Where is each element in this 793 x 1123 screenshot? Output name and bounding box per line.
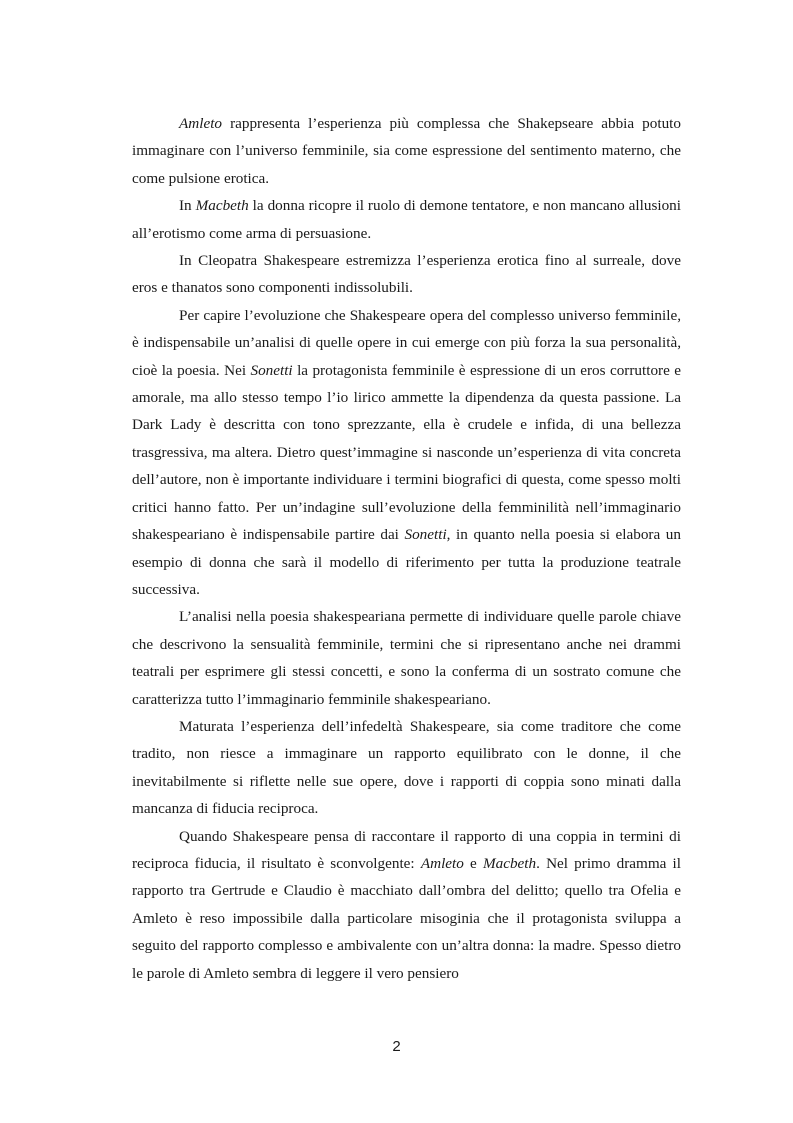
italic-title: Amleto (179, 115, 223, 132)
italic-title: Amleto (420, 854, 464, 872)
text-run: , in quanto nella poesia si elabora un esempio di donna che sarà il modello di riferimento per tutta la produzione teatrale successiva. (132, 526, 681, 598)
text-run: In (179, 197, 196, 215)
text-run: In Cleopatra Shakespeare estremizza l’esperienza erotica fino al surreale, dove eros e thanatos sono componenti indissolubili. (132, 252, 681, 297)
italic-title: Sonetti (404, 526, 447, 544)
paragraph-3 (132, 247, 681, 302)
text-run: e (463, 854, 483, 872)
paragraph-6 (132, 713, 681, 823)
text-run: la donna ricopre il ruolo di demone tentatore, e non mancano allusioni all’erotismo come arma di persuasione. (132, 197, 681, 242)
paragraph-5 (132, 603, 681, 713)
italic-title: Macbeth (195, 197, 249, 215)
paragraph-4 (132, 302, 681, 603)
paragraph-1 (132, 110, 681, 192)
text-run: Maturata l’esperienza dell’infedeltà Shakespeare, sia come traditore che come tradito, non riesce a immaginare un rapporto equilibrato con le donne, il che inevitabilmente si riflette nelle sue opere, dove i rapporti di coppia sono minati dalla mancanza di fiducia reciproca. (132, 717, 681, 818)
italic-title: Macbeth (482, 854, 537, 872)
body-text (132, 110, 681, 987)
page-number: 2 (392, 1038, 401, 1055)
italic-title: Sonetti (250, 361, 293, 379)
text-run: rappresenta l’esperienza più complessa che Shakepseare abbia potuto immaginare con l’universo femminile, sia come espressione del sentimento materno, che come pulsione erotica. (132, 115, 681, 187)
paragraph-2 (132, 192, 681, 247)
text-run: L’analisi nella poesia shakespeariana permette di individuare quelle parole chiave che descrivono la sensualità femminile, termini che si ripresentano anche nei drammi teatrali per esprimere gli stessi concetti, e sono la conferma di un sostrato comune che caratterizza tutto l’immaginario femminile shakespeariano. (132, 608, 681, 708)
text-run: . Nel primo dramma il rapporto tra Gertrude e Claudio è macchiato dall’ombra del delitto; quello tra Ofelia e Amleto è reso impossibile dalla particolare misoginia che il protagonista sviluppa a seguito del rapporto complesso e ambivalente con un’altra donna: la madre. Spesso dietro le parole di Amleto sembra di leggere il vero pensiero (132, 854, 681, 982)
text-run: la protagonista femminile è espressione di un eros corruttore e amorale, ma allo stesso tempo l’io lirico ammette la dipendenza da questa passione. La Dark Lady è descritta con tono sprezzante, ella è crudele e infida, di una bellezza trasgressiva, ma altera. Dietro quest’immagine si nasconde un’esperienza di vita concreta dell’autore, non è importante individuare i termini biografici di questa, come spesso molti critici hanno fatto. Per un’indagine sull’evoluzione della femminilità nell’immaginario shakespeariano è indispensabile partire dai (132, 361, 681, 544)
text-run: Quando Shakespeare pensa di raccontare il rapporto di una coppia in termini di reciproca fiducia, il risultato è sconvolgente: (132, 827, 681, 872)
text-run: Per capire l’evoluzione che Shakespeare opera del complesso universo femminile, è indispensabile un’analisi di quelle opere in cui emerge con più forza la sua personalità, cioè la poesia. Nei (132, 306, 681, 379)
paragraph-7 (132, 823, 681, 987)
